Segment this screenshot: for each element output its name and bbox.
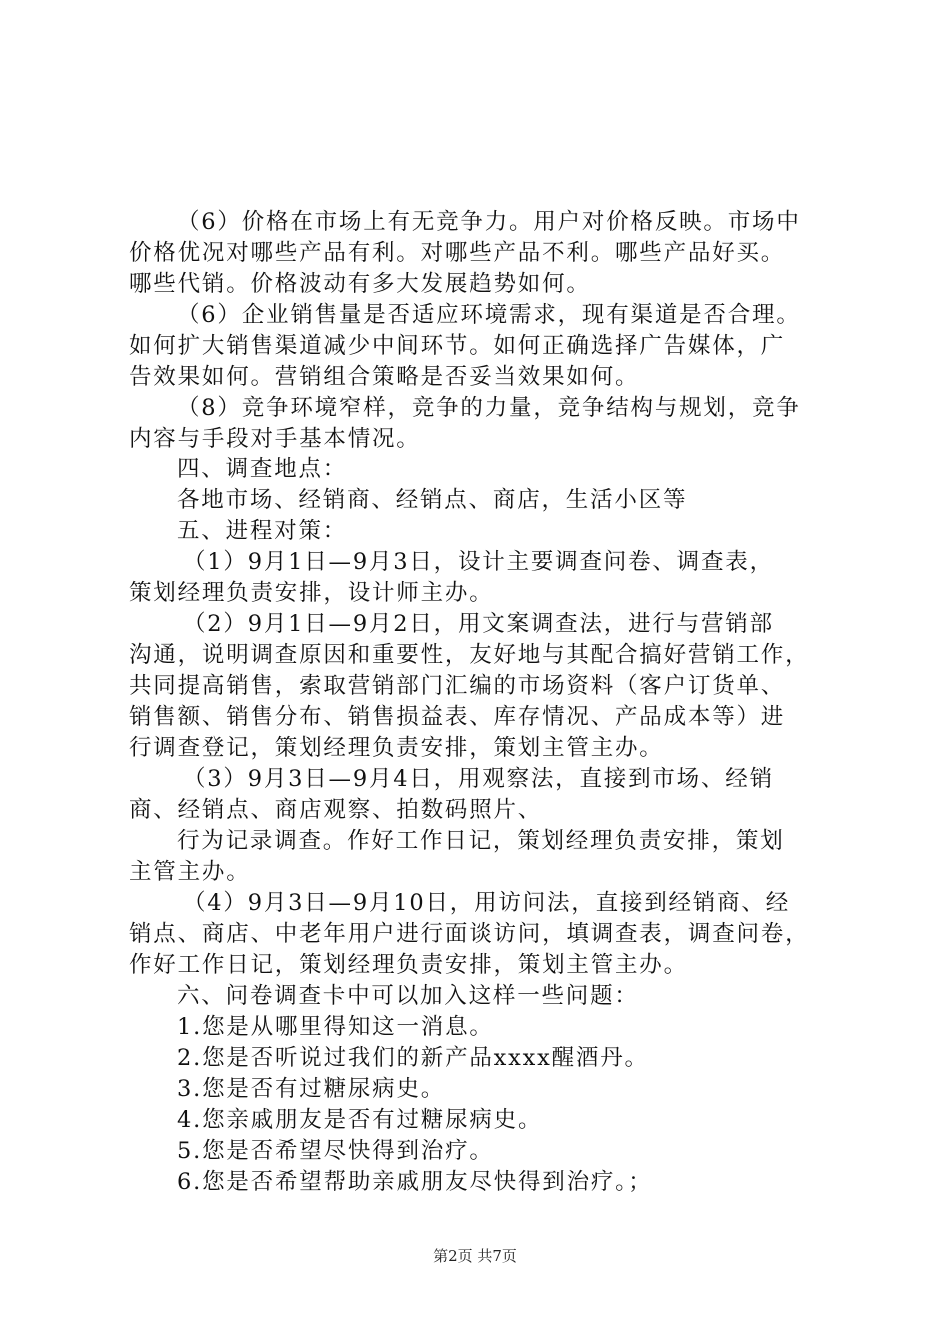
text-line: 行为记录调查。作好工作日记，策划经理负责安排，策划 [177,828,785,854]
text-line: （6）价格在市场上有无竞争力。用户对价格反映。市场中 [177,209,801,235]
list-item: 2.您是否听说过我们的新产品xxxx醒酒丹。 [177,1045,649,1071]
text-line: （8）竞争环境窄样，竞争的力量，竞争结构与规划，竞争 [177,395,801,421]
text-line: 作好工作日记，策划经理负责安排，策划主管主办。 [129,952,688,978]
list-item: 6.您是否希望帮助亲戚朋友尽快得到治疗。； [177,1169,653,1195]
page-number-footer: 第2页 共7页 [433,1247,517,1265]
text-line: （3）9月3日—9月4日，用观察法，直接到市场、经销 [183,766,774,792]
text-line: 共同提高销售，索取营销部门汇编的市场资料（客户订货单、 [129,673,786,699]
section-heading: 六、问卷调查卡中可以加入这样一些问题： [177,983,639,1009]
section-heading: 四、调查地点： [177,456,348,482]
text-line: （2）9月1日—9月2日，用文案调查法，进行与营销部 [183,611,774,637]
text-line: 各地市场、经销商、经销点、商店，生活小区等 [177,487,688,513]
text-line: 销点、商店、中老年用户进行面谈访问，填调查表，调查问卷， [129,921,810,947]
list-item: 1.您是从哪里得知这一消息。 [177,1014,494,1040]
section-heading: 五、进程对策： [177,518,348,544]
text-line: 告效果如何。营销组合策略是否妥当效果如何。 [129,364,640,390]
text-line: 内容与手段对手基本情况。 [129,426,421,452]
list-item: 3.您是否有过糖尿病史。 [177,1076,446,1102]
list-item: 4.您亲戚朋友是否有过糖尿病史。 [177,1107,543,1133]
text-line: 主管主办。 [129,859,251,885]
list-item: 5.您是否希望尽快得到治疗。 [177,1138,494,1164]
text-line: 哪些代销。价格波动有多大发展趋势如何。 [129,271,591,297]
text-line: （4）9月3日—9月10日，用访问法，直接到经销商、经 [183,890,790,916]
text-line: 沟通，说明调查原因和重要性，友好地与其配合搞好营销工作， [129,642,810,668]
text-line: 如何扩大销售渠道减少中间环节。如何正确选择广告媒体，广 [129,333,786,359]
text-line: 策划经理负责安排，设计师主办。 [129,580,494,606]
text-line: 销售额、销售分布、销售损益表、库存情况、产品成本等）进 [129,704,786,730]
text-line: （1）9月1日—9月3日，设计主要调查问卷、调查表， [183,549,774,575]
text-line: （6）企业销售量是否适应环境需求，现有渠道是否合理。 [177,302,801,328]
text-line: 行调查登记，策划经理负责安排，策划主管主办。 [129,735,664,761]
text-line: 价格优况对哪些产品有利。对哪些产品不利。哪些产品好买。 [129,240,786,266]
text-line: 商、经销点、商店观察、拍数码照片、 [129,797,543,823]
